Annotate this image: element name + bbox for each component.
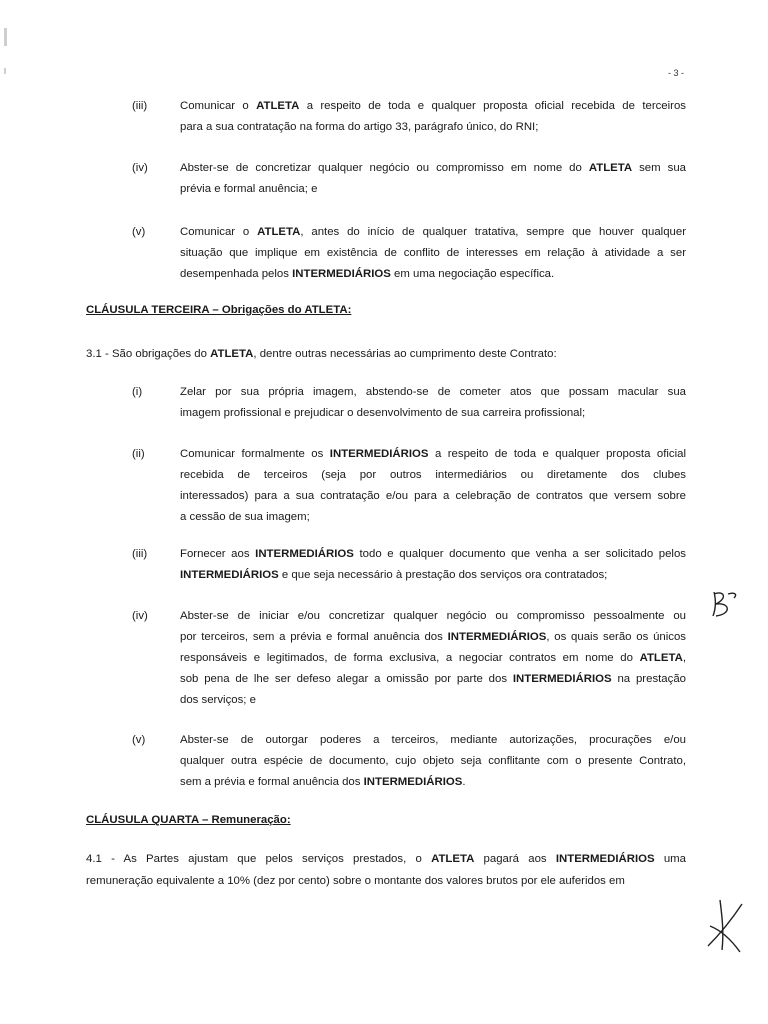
handwritten-initials-2 <box>700 896 748 956</box>
text-line: Zelar por sua própria imagem, abstendo-se de cometer atos que possam macular sua <box>180 386 686 398</box>
text-line: qualquer outra espécie de documento, cujo objeto seja conflitante com o presente Contrato, <box>180 755 686 767</box>
page-number: - 3 - <box>668 68 685 78</box>
item-number: (iii) <box>132 100 148 112</box>
text-line: situação que implique em existência de conflito de interesses em relação à atividade a ser <box>180 247 686 259</box>
text-line: Fornecer aos INTERMEDIÁRIOS todo e qualquer documento que venha a ser solicitado pelos <box>180 548 686 560</box>
text-line: para a sua contratação na forma do artigo 33, parágrafo único, do RNI; <box>180 121 539 133</box>
item-text <box>180 382 686 424</box>
text-line: a cessão de sua imagem; <box>180 511 310 523</box>
text-line: Abster-se de iniciar e/ou concretizar qualquer negócio ou compromisso pessoalmente ou <box>180 610 686 622</box>
text-line: 3.1 - São obrigações do ATLETA, dentre outras necessárias ao cumprimento deste Contrato: <box>86 348 557 360</box>
item-text <box>180 730 686 793</box>
text-line: Comunicar o ATLETA a respeito de toda e qualquer proposta oficial recebida de terceiros <box>180 100 686 112</box>
item-text <box>180 444 686 528</box>
item-text <box>180 606 686 711</box>
text-line: INTERMEDIÁRIOS e que seja necessário à prestação dos serviços ora contratados; <box>180 569 608 581</box>
scan-artifact <box>4 68 6 74</box>
text-line: 4.1 - As Partes ajustam que pelos serviços prestados, o ATLETA pagará aos INTERMEDIÁRIOS uma <box>86 853 686 865</box>
text-line: Comunicar formalmente os INTERMEDIÁRIOS a respeito de toda e qualquer proposta oficial <box>180 448 686 460</box>
text-line: Comunicar o ATLETA, antes do início de qualquer tratativa, sempre que houver qualquer <box>180 226 686 238</box>
item-text <box>180 96 686 138</box>
item-text <box>180 158 686 200</box>
text-line: Abster-se de concretizar qualquer negócio ou compromisso em nome do ATLETA sem sua <box>180 162 686 174</box>
text-line: recebida de terceiros (seja por outros intermediários ou diretamente dos clubes <box>180 469 686 481</box>
text-line: responsáveis e legitimados, de forma exclusiva, a negociar contratos em nome do ATLETA, <box>180 652 686 664</box>
item-number: (v) <box>132 226 146 238</box>
text-line: por terceiros, sem a prévia e formal anuência dos INTERMEDIÁRIOS, os quais serão os únicos <box>180 631 686 643</box>
text-line: interessados) para a sua contratação e/ou para a celebração de contratos que versem sobre <box>180 490 686 502</box>
text-line: dos serviços; e <box>180 694 256 706</box>
item-number: (v) <box>132 734 146 746</box>
text-line: sem a prévia e formal anuência dos INTERMEDIÁRIOS. <box>180 776 466 788</box>
item-number: (iv) <box>132 610 148 622</box>
handwritten-initials-1 <box>704 584 744 624</box>
clause-3-heading: CLÁUSULA TERCEIRA – Obrigações do ATLETA: <box>86 304 352 316</box>
item-number: (i) <box>132 386 143 398</box>
text-line: imagem profissional e prejudicar o desenvolvimento de sua carreira profissional; <box>180 407 586 419</box>
item-number: (ii) <box>132 448 145 460</box>
item-text <box>180 222 686 285</box>
clause-3-intro <box>86 343 686 365</box>
text-line: sob pena de lhe ser defeso alegar a omissão por parte dos INTERMEDIÁRIOS na prestação <box>180 673 686 685</box>
item-text <box>180 544 686 586</box>
item-number: (iv) <box>132 162 148 174</box>
text-line: prévia e formal anuência; e <box>180 183 318 195</box>
text-line: desempenhada pelos INTERMEDIÁRIOS em uma negociação específica. <box>180 268 555 280</box>
scan-artifact <box>4 28 7 46</box>
item-number: (iii) <box>132 548 148 560</box>
text-line: remuneração equivalente a 10% (dez por cento) sobre o montante dos valores brutos por ele auferidos em <box>86 875 625 887</box>
text-line: Abster-se de outorgar poderes a terceiros, mediante autorizações, procurações e/ou <box>180 734 686 746</box>
clause-4-heading: CLÁUSULA QUARTA – Remuneração: <box>86 814 291 826</box>
clause-4-paragraph <box>86 848 686 892</box>
